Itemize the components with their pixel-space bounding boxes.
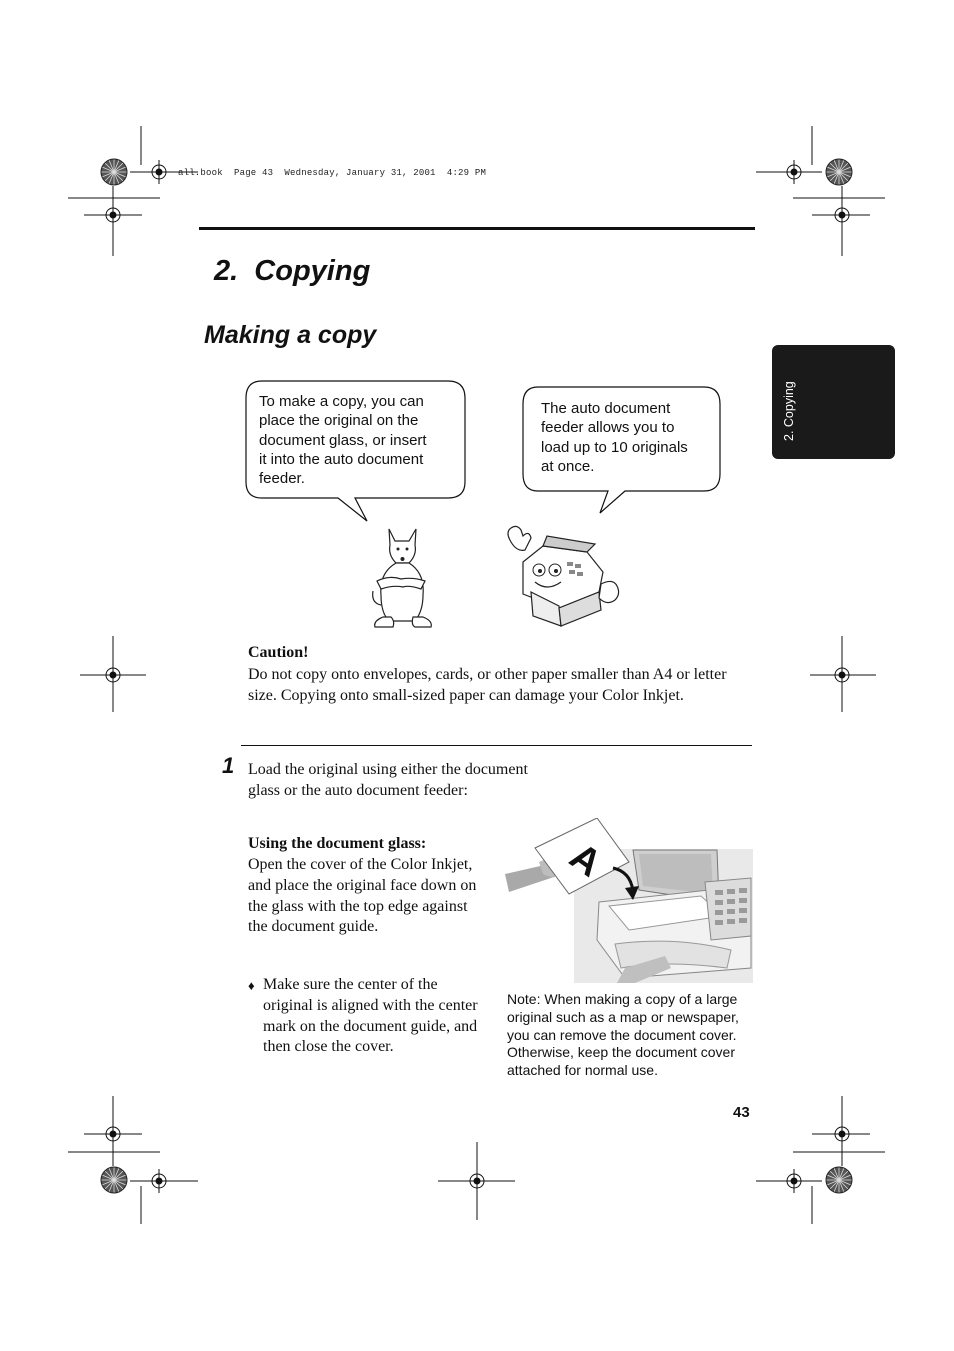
page-number: 43 [733, 1104, 750, 1121]
side-tab-label: 2. Copying [782, 381, 796, 441]
section-title: Making a copy [204, 321, 377, 349]
right-bubble-text [541, 399, 719, 476]
caution-title: Caution! [248, 644, 309, 661]
step-number: 1 [222, 753, 235, 778]
document-glass-photo [505, 818, 753, 983]
bubble-line: place the original on the [259, 412, 419, 430]
photo-note: Note: When making a copy of a large original such as a map or newspaper, you can remove the document cover. Otherwise, keep the document cover attached for normal use. [507, 991, 739, 1079]
diamond-bullet-icon: ♦ [248, 978, 255, 993]
fox-mascot-illustration [365, 525, 440, 631]
bubble-line: at once. [541, 457, 595, 475]
left-bubble-text [259, 392, 464, 488]
caution-body: Do not copy onto envelopes, cards, or other paper smaller than A4 or letter size. Copying onto small-sized paper can damage your Color Inkjet. [248, 666, 727, 704]
glass-instructions-title: Using the document glass: [248, 835, 427, 852]
bubble-line: The auto document [541, 400, 671, 417]
bubble-line: it into the auto document [259, 450, 424, 468]
step-text: Load the original using either the document glass or the auto document feeder: [248, 761, 528, 799]
bubble-line: load up to 10 originals [541, 438, 688, 456]
print-header-info: all.book Page 43 Wednesday, January 31, 2001 4:29 PM [178, 168, 487, 178]
photo-sheet-letter: A [562, 835, 609, 886]
bullet-text: Make sure the center of the original is aligned with the center mark on the document guide, and then close the cover. [263, 976, 478, 1056]
bubble-line: To make a copy, you can [259, 393, 424, 410]
section-divider [241, 745, 752, 746]
chapter-title: 2. Copying [214, 255, 371, 287]
glass-instructions-body: Open the cover of the Color Inkjet, and place the original face down on the glass with the top edge against the document guide. [248, 856, 477, 936]
bubble-line: feeder. [259, 470, 305, 488]
speech-bubbles [0, 0, 954, 560]
copier-mascot-illustration [503, 522, 623, 630]
bubble-line: feeder allows you to [541, 419, 675, 437]
bubble-line: document glass, or insert [259, 431, 427, 449]
